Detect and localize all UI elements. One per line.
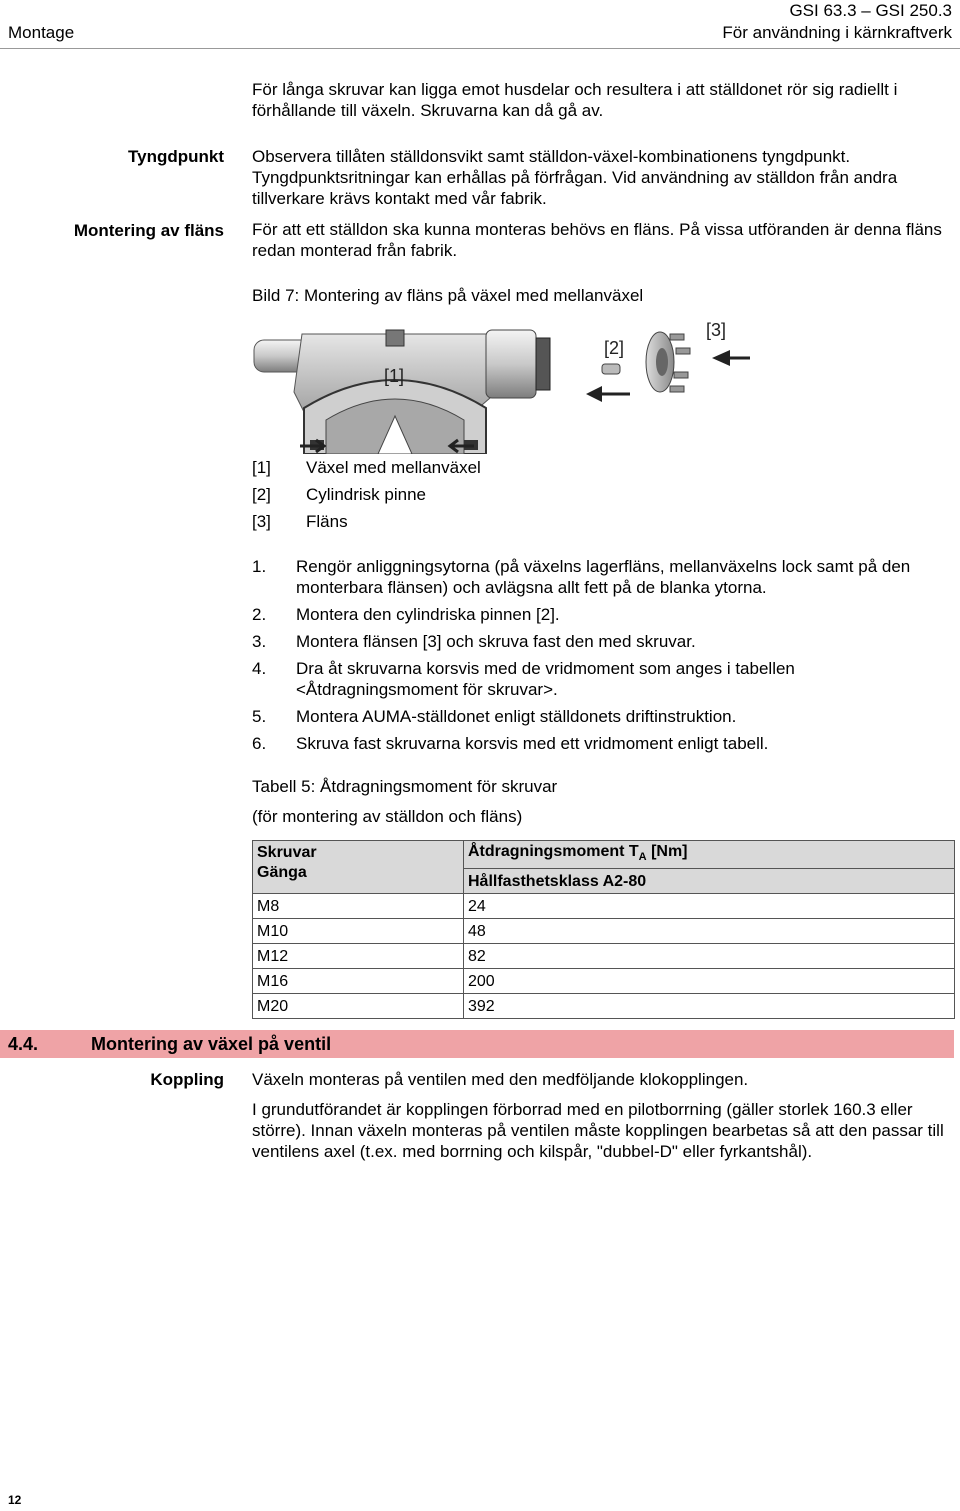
header-torque-sub: A	[638, 851, 647, 864]
cylindrical-pin	[602, 364, 620, 374]
cell-thread: M10	[253, 919, 464, 944]
step-text: Montera den cylindriska pinnen [2].	[296, 605, 560, 624]
step-item	[252, 658, 954, 700]
section-number: 4.4.	[8, 1034, 39, 1054]
cell-torque: 24	[464, 894, 955, 919]
step-number: 6.	[252, 734, 267, 753]
cell-thread: M16	[253, 969, 464, 994]
header-rule	[0, 48, 960, 49]
table-header-row	[253, 841, 955, 869]
legend-num: [1]	[252, 458, 271, 477]
gearbox-flange-illustration	[250, 312, 755, 454]
tyngdpunkt-text: Observera tillåten ställdonsvikt samt ställdon-växel-kombinationens tyngdpunkt. Tyngdpunktsritningar kan erhållas på förfrågan. Vid användning av ställdon från andra tillverkare krävs kontakt med vår fabrik.	[252, 147, 898, 208]
step-text: Montera AUMA-ställdonet enligt ställdonets driftinstruktion.	[296, 707, 737, 726]
table-header-thread	[253, 841, 464, 894]
header-torque-unit: [Nm]	[646, 843, 688, 860]
intro-text: För långa skruvar kan ligga emot husdelar och resultera i att ställdonet rör sig radiellt i förhållande till växeln. Skruvarna kan då gå av.	[252, 80, 898, 120]
flange-bolt-2	[676, 348, 690, 354]
flange-bolt-4	[670, 386, 684, 392]
header-section: Montage	[8, 23, 75, 42]
koppling-label: Koppling	[150, 1070, 224, 1089]
header-subtitle: För användning i kärnkraftverk	[722, 23, 952, 42]
callout-1: [1]	[384, 366, 405, 386]
cell-thread: M12	[253, 944, 464, 969]
step-text: Dra åt skruvarna korsvis med de vridmoment som anges i tabellen <Åtdragningsmoment för skruvar>.	[296, 659, 795, 699]
page-number: 12	[8, 1493, 22, 1507]
arrow-pin-head	[586, 386, 602, 402]
flans-label: Montering av fläns	[73, 221, 224, 240]
header-right	[722, 0, 952, 44]
table-header-class: Hållfasthetsklass A2-80	[464, 869, 955, 894]
flange-hole	[656, 348, 668, 376]
cell-thread: M20	[253, 994, 464, 1019]
legend-text: Cylindrisk pinne	[306, 485, 426, 504]
step-item	[252, 604, 954, 625]
callout-3: [3]	[706, 320, 727, 340]
legend-text: Fläns	[306, 512, 348, 531]
table-row	[253, 994, 955, 1019]
flans-text: För att ett ställdon ska kunna monteras behövs en fläns. På vissa utföranden är denna fläns redan monterad från fabrik.	[252, 220, 942, 260]
instruction-steps	[252, 556, 954, 760]
header-product: GSI 63.3 – GSI 250.3	[789, 1, 952, 20]
header-skruvar: Skruvar	[257, 844, 317, 861]
table-header-torque	[464, 841, 955, 869]
step-number: 4.	[252, 659, 267, 678]
header-ganga: Gänga	[257, 864, 307, 881]
cell-thread: M8	[253, 894, 464, 919]
step-text: Skruva fast skruvarna korsvis med ett vridmoment enligt tabell.	[296, 734, 769, 753]
legend-num: [3]	[252, 512, 271, 531]
legend-text: Växel med mellanväxel	[306, 458, 481, 477]
cell-torque: 392	[464, 994, 955, 1019]
table-row	[253, 894, 955, 919]
cell-torque: 200	[464, 969, 955, 994]
header-torque-main: Åtdragningsmoment T	[468, 843, 639, 860]
tyngdpunkt-label: Tyngdpunkt	[128, 147, 224, 166]
koppling-text-2: I grundutförandet är kopplingen förborrad med en pilotborrning (gäller storlek 160.3 eller större). Innan växeln monteras på ventilen måste kopplingen bearbetas så att den passar till ventilens axel (t.ex. med borrning och kilspår, "dubbel-D" eller fyrkantshål).	[252, 1100, 944, 1161]
step-item	[252, 556, 954, 598]
table-title: Tabell 5: Åtdragningsmoment för skruvar	[252, 777, 558, 796]
legend-num: [2]	[252, 485, 271, 504]
table-row	[253, 944, 955, 969]
step-number: 1.	[252, 557, 267, 576]
intermediate-gear	[486, 330, 536, 398]
figure-caption: Bild 7: Montering av fläns på växel med mellanväxel	[252, 286, 644, 305]
cell-torque: 82	[464, 944, 955, 969]
step-text: Montera flänsen [3] och skruva fast den med skruvar.	[296, 632, 696, 651]
table-subtitle: (för montering av ställdon och fläns)	[252, 807, 523, 826]
step-item	[252, 706, 954, 727]
cell-torque: 48	[464, 919, 955, 944]
intermediate-gear-face	[536, 338, 550, 390]
step-number: 3.	[252, 632, 267, 651]
flange-bolt-1	[670, 334, 684, 340]
callout-2: [2]	[604, 338, 625, 358]
table-row	[253, 969, 955, 994]
flange-bolt-3	[674, 372, 688, 378]
table-row	[253, 919, 955, 944]
torque-table	[252, 840, 955, 1019]
indicator-window	[386, 330, 404, 346]
step-item	[252, 733, 954, 754]
step-text: Rengör anliggningsytorna (på växelns lagerfläns, mellanväxelns lock samt på den monterbara flänsen) och avlägsna allt fett på de blanka ytorna.	[296, 557, 911, 597]
step-number: 5.	[252, 707, 267, 726]
arrow-flange-head	[712, 350, 730, 366]
step-number: 2.	[252, 605, 267, 624]
step-item	[252, 631, 954, 652]
koppling-text-1: Växeln monteras på ventilen med den medföljande klokopplingen.	[252, 1070, 749, 1089]
section-title: Montering av växel på ventil	[91, 1034, 332, 1054]
